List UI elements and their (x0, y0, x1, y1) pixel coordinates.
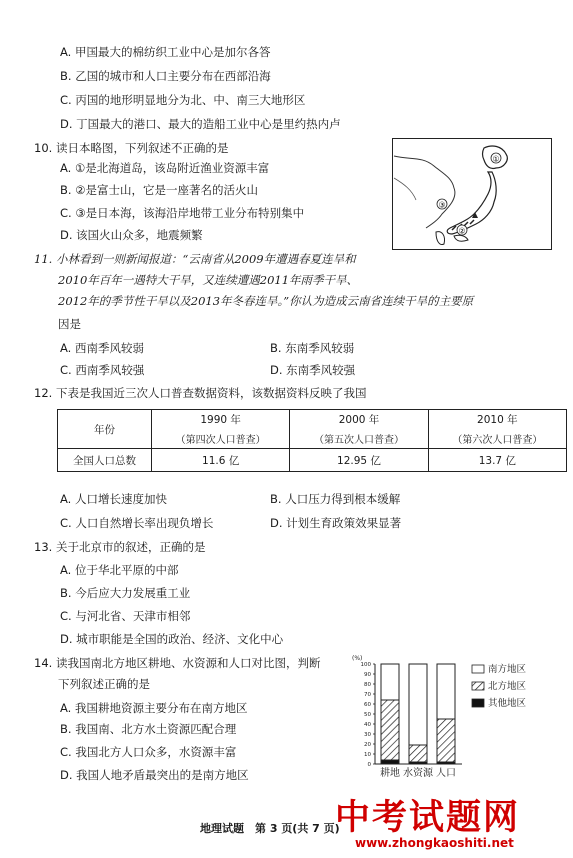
q11-line-1: 11. 小林看到一则新闻报道：“云南省从2009年遭遇春夏连旱和 (34, 252, 356, 266)
q11-line-2: 2010年百年一遇特大干旱，又连续遭遇2011年雨季干旱、 (58, 273, 359, 287)
q11-option-b: B. 东南季风较弱 (270, 341, 355, 355)
y-tick-label: 50 (364, 712, 371, 718)
legend-label: 其他地区 (488, 698, 527, 709)
table-col-1990: 1990 年 （第四次人口普查） (152, 410, 290, 449)
x-category-label: 人口 (436, 768, 456, 779)
q13-stem: 13. 关于北京市的叙述，正确的是 (34, 540, 206, 554)
q13-option-d: D. 城市职能是全国的政治、经济、文化中心 (60, 632, 284, 646)
q13-option-a: A. 位于华北平原的中部 (60, 563, 179, 577)
watermark-url: www.zhongkaoshiti.net (355, 836, 514, 850)
y-tick-label: 100 (360, 662, 371, 668)
q12-stem: 12. 下表是我国近三次人口普查数据资料，该数据资料反映了我国 (34, 386, 367, 400)
x-category-label: 水资源 (403, 768, 433, 779)
page-footer: 地理试题 第 3 页(共 7 页) (200, 822, 340, 835)
q14-stem-1: 14. 读我国南北方地区耕地、水资源和人口对比图，判断 (34, 656, 321, 670)
q9-option-b: B. 乙国的城市和人口主要分布在西部沿海 (60, 69, 271, 83)
table-col-2000: 2000 年 （第五次人口普查） (290, 410, 428, 449)
table-cell: 13.7 亿 (428, 449, 566, 472)
y-tick-label: 70 (364, 692, 371, 698)
watermark-logo: 中考试题网 (335, 798, 521, 838)
japan-map (392, 138, 552, 250)
bar-segment-0-1 (381, 700, 399, 760)
x-category-label: 耕地 (380, 768, 400, 779)
q14-option-c: C. 我国北方人口众多，水资源丰富 (60, 745, 237, 759)
q10-stem: 10. 读日本略图，下列叙述不正确的是 (34, 141, 229, 155)
map-label-3: ③ (438, 200, 446, 210)
q10-option-d: D. 该国火山众多，地震频繁 (60, 228, 203, 242)
legend-swatch-1 (472, 682, 484, 690)
bar-segment-2-2 (437, 664, 455, 719)
map-label-1: ① (492, 154, 500, 164)
q14-stem-2: 下列叙述正确的是 (58, 677, 150, 691)
bar-segment-0-0 (381, 760, 399, 764)
table-header-year: 年份 (58, 410, 152, 449)
resource-comparison-chart (350, 652, 570, 780)
y-tick-label: 60 (364, 702, 371, 708)
q12-option-b: B. 人口压力得到根本缓解 (270, 492, 401, 506)
q11-option-d: D. 东南季风较强 (270, 363, 356, 377)
q13-option-b: B. 今后应大力发展重工业 (60, 586, 191, 600)
y-axis-label: (%) (352, 655, 363, 662)
legend-label: 北方地区 (488, 681, 527, 692)
map-label-2: ② (458, 226, 466, 236)
q10-option-b: B. ②是富士山，它是一座著名的活火山 (60, 183, 259, 197)
y-tick-label: 40 (364, 722, 371, 728)
q12-option-d: D. 计划生育政策效果显著 (270, 516, 402, 530)
legend-label: 南方地区 (488, 664, 527, 675)
q14-option-b: B. 我国南、北方水土资源匹配合理 (60, 722, 237, 736)
q9-option-d: D. 丁国最大的港口、最大的造船工业中心是里约热内卢 (60, 117, 341, 131)
q14-option-d: D. 我国人地矛盾最突出的是南方地区 (60, 768, 249, 782)
bar-segment-0-2 (381, 664, 399, 700)
table-cell: 11.6 亿 (152, 449, 290, 472)
q9-option-c: C. 丙国的地形明显地分为北、中、南三大地形区 (60, 93, 306, 107)
legend-swatch-2 (472, 665, 484, 673)
bar-segment-1-2 (409, 664, 427, 745)
legend-swatch-0 (472, 699, 484, 707)
table-cell: 12.95 亿 (290, 449, 428, 472)
table-col-2010: 2010 年 （第六次人口普查） (428, 410, 566, 449)
q11-line-4: 因是 (58, 317, 81, 331)
q10-option-c: C. ③是日本海，该海沿岸地带工业分布特别集中 (60, 206, 305, 220)
q13-option-c: C. 与河北省、天津市相邻 (60, 609, 191, 623)
y-tick-label: 80 (364, 682, 371, 688)
table-row-label: 全国人口总数 (58, 449, 152, 472)
q12-option-c: C. 人口自然增长率出现负增长 (60, 516, 214, 530)
y-tick-label: 10 (364, 752, 371, 758)
y-tick-label: 0 (367, 762, 371, 768)
q11-option-c: C. 西南季风较强 (60, 363, 145, 377)
bar-segment-2-1 (437, 719, 455, 762)
bar-segment-1-1 (409, 745, 427, 762)
y-tick-label: 20 (364, 742, 371, 748)
q12-option-a: A. 人口增长速度加快 (60, 492, 167, 506)
y-tick-label: 30 (364, 732, 371, 738)
census-table (57, 409, 567, 472)
q14-option-a: A. 我国耕地资源主要分布在南方地区 (60, 701, 248, 715)
q10-option-a: A. ①是北海道岛，该岛附近渔业资源丰富 (60, 161, 270, 175)
q9-option-a: A. 甲国最大的棉纺织工业中心是加尔各答 (60, 45, 271, 59)
q11-line-3: 2012年的季节性干旱以及2013年冬春连旱。”你认为造成云南省连续干旱的主要原 (58, 294, 474, 308)
y-tick-label: 90 (364, 672, 371, 678)
q11-option-a: A. 西南季风较弱 (60, 341, 144, 355)
